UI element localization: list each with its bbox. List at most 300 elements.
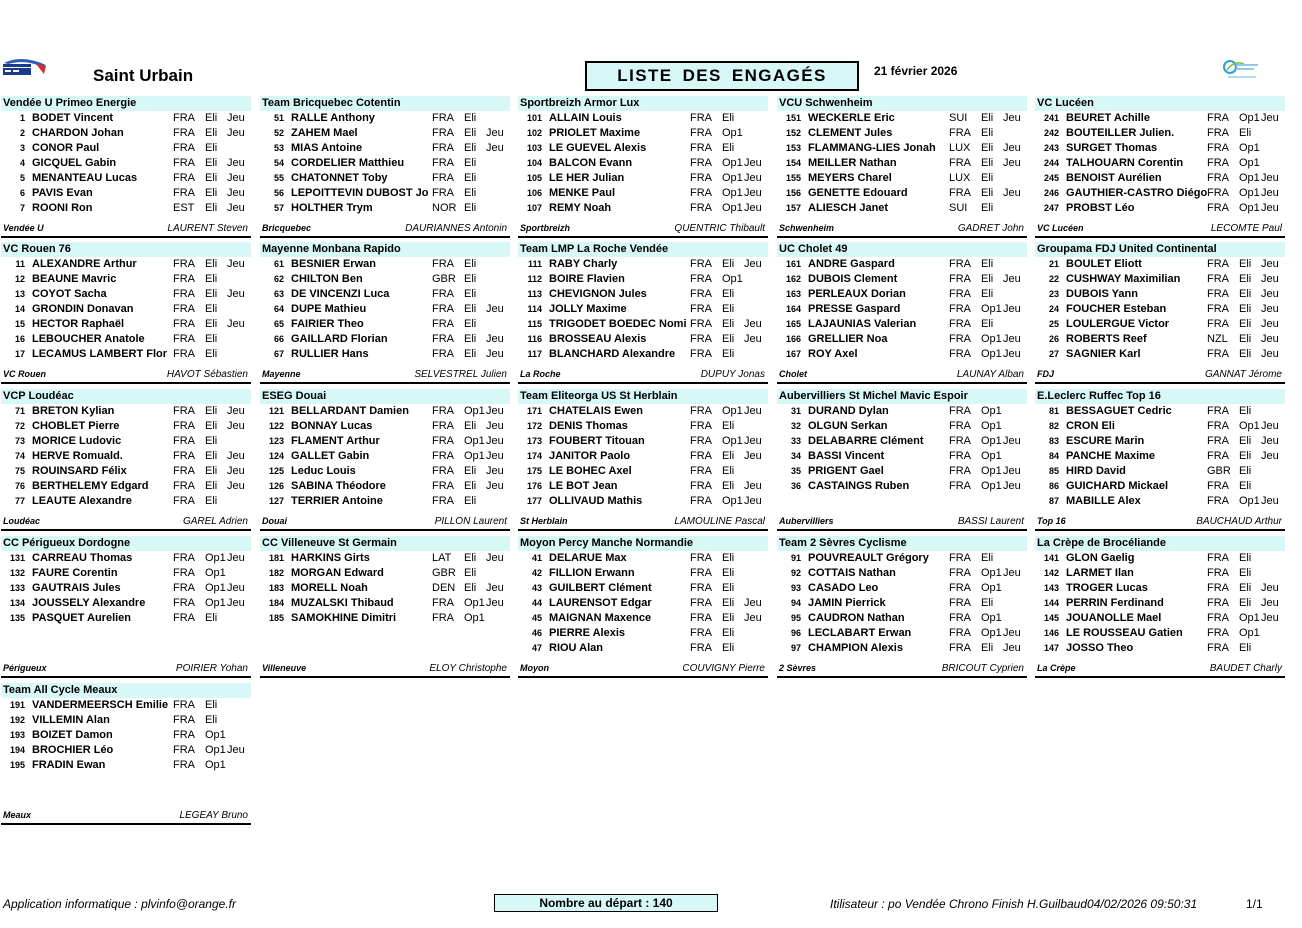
rider-name: GLON Gaelig (1066, 552, 1135, 564)
rider-row (260, 186, 510, 201)
rider-num: 165 (785, 319, 801, 329)
rider-num: 245 (1043, 173, 1059, 183)
team-name: VC Rouen 76 (1, 242, 251, 257)
rider-cat: Eli (981, 172, 994, 184)
rider-name: CARREAU Thomas (32, 552, 133, 564)
rider-row (518, 404, 768, 419)
rider-name: BENOIST Aurélien (1066, 172, 1162, 184)
rider-nat: FRA (173, 127, 195, 139)
rider-cat: Eli (464, 157, 477, 169)
rider-name: FLAMENT Arthur (291, 435, 380, 447)
rider-cat: Eli (722, 333, 735, 345)
team-name: E.Leclerc Ruffec Top 16 (1035, 389, 1285, 404)
rider-row (1, 449, 251, 464)
rider-name: DUPE Mathieu (291, 303, 367, 315)
team-block (777, 389, 1027, 494)
rider-nat: FRA (690, 435, 712, 447)
rider-nat: FRA (690, 627, 712, 639)
team-director: LEGEAY Bruno (179, 810, 248, 821)
rider-num: 147 (1043, 643, 1059, 653)
team-footer (260, 661, 510, 678)
rider-cat: Eli (1239, 405, 1252, 417)
rider-row (1035, 317, 1285, 332)
rider-jeu: Jeu (1003, 273, 1021, 285)
rider-cat: Eli (205, 318, 218, 330)
team-director: DUPUY Jonas (700, 369, 765, 380)
rider-name: PERLEAUX Dorian (808, 288, 906, 300)
rider-nat: FRA (173, 759, 195, 771)
rider-name: BEURET Achille (1066, 112, 1150, 124)
team-name: Vendée U Primeo Energie (1, 96, 251, 111)
rider-cat: Op1 (981, 348, 1002, 360)
rider-nat: FRA (690, 612, 712, 624)
rider-jeu: Jeu (1261, 450, 1279, 462)
rider-name: BOULET Eliott (1066, 258, 1142, 270)
team-footer (1, 221, 251, 238)
rider-jeu: Jeu (1261, 348, 1279, 360)
rider-name: ESCURE Marin (1066, 435, 1145, 447)
rider-cat: Eli (981, 642, 994, 654)
rider-num: 141 (1043, 553, 1059, 563)
rider-row (518, 641, 768, 656)
rider-name: BALCON Evann (549, 157, 633, 169)
rider-jeu: Jeu (1003, 112, 1021, 124)
rider-cat: Op1 (1239, 202, 1260, 214)
rider-nat: FRA (1207, 480, 1229, 492)
team-name: Team Eliteorga US St Herblain (518, 389, 768, 404)
rider-num: 47 (531, 643, 542, 653)
rider-jeu: Jeu (486, 597, 504, 609)
rider-cat: Op1 (981, 303, 1002, 315)
rider-cat: Op1 (464, 435, 485, 447)
team-block (518, 536, 768, 656)
rider-num: 122 (268, 421, 284, 431)
rider-cat: Eli (1239, 348, 1252, 360)
rider-num: 53 (273, 143, 284, 153)
rider-row (1035, 302, 1285, 317)
rider-num: 54 (273, 158, 284, 168)
rider-cat: Eli (981, 552, 994, 564)
team-footer (518, 514, 768, 531)
rider-name: HERVE Romuald. (32, 450, 123, 462)
rider-nat: FRA (690, 450, 712, 462)
rider-nat: GBR (432, 273, 456, 285)
team-director: LAURENT Steven (167, 223, 248, 234)
rider-name: ZAHEM Mael (291, 127, 358, 139)
rider-num: 76 (14, 481, 25, 491)
rider-num: 154 (785, 158, 801, 168)
rider-num: 83 (1048, 436, 1059, 446)
rider-cat: Op1 (464, 450, 485, 462)
rider-cat: Eli (464, 480, 477, 492)
rider-row (1035, 141, 1285, 156)
team-short-name: St Herblain (520, 516, 568, 526)
rider-cat: Eli (1239, 435, 1252, 447)
rider-jeu: Jeu (1261, 582, 1279, 594)
rider-name: HOLTHER Trym (291, 202, 373, 214)
rider-name: CASADO Leo (808, 582, 879, 594)
rider-name: CHOBLET Pierre (32, 420, 120, 432)
rider-nat: FRA (690, 187, 712, 199)
team-short-name: VC Rouen (3, 369, 47, 379)
rider-row (260, 419, 510, 434)
rider-cat: Eli (464, 348, 477, 360)
rider-jeu: Jeu (1261, 597, 1279, 609)
team-director: ELOY Christophe (429, 663, 507, 674)
team-name: CC Villeneuve St Germain (260, 536, 510, 551)
rider-num: 22 (1048, 274, 1059, 284)
rider-num: 153 (785, 143, 801, 153)
rider-name: MEILLER Nathan (808, 157, 897, 169)
rider-row (260, 449, 510, 464)
rider-cat: Op1 (205, 567, 226, 579)
team-director: PILLON Laurent (434, 516, 507, 527)
rider-nat: FRA (1207, 405, 1229, 417)
rider-num: 171 (526, 406, 542, 416)
rider-name: Leduc Louis (291, 465, 356, 477)
rider-num: 162 (785, 274, 801, 284)
rider-row (1, 302, 251, 317)
rider-jeu: Jeu (744, 157, 762, 169)
rider-num: 184 (268, 598, 284, 608)
rider-row (1, 332, 251, 347)
rider-nat: DEN (432, 582, 456, 594)
rider-cat: Op1 (1239, 420, 1260, 432)
rider-nat: FRA (1207, 258, 1229, 270)
rider-name: BRETON Kylian (32, 405, 115, 417)
user-info: Itilisateur : po Vendée Chrono Finish H.Guilbaud04/02/2026 09:50:31 (830, 897, 1198, 911)
rider-row (260, 611, 510, 626)
rider-name: FILLION Erwann (549, 567, 635, 579)
team-short-name: Bricquebec (262, 223, 312, 233)
rider-nat: FRA (949, 405, 971, 417)
rider-nat: FRA (949, 582, 971, 594)
team-block (1035, 536, 1285, 656)
team-director: LECOMTE Paul (1210, 223, 1282, 234)
rider-num: 25 (1048, 319, 1059, 329)
team-footer (777, 367, 1027, 384)
team-block (1035, 242, 1285, 362)
rider-row (777, 611, 1027, 626)
rider-jeu: Jeu (486, 480, 504, 492)
rider-cat: Eli (722, 258, 735, 270)
team-short-name: La Roche (520, 369, 561, 379)
rider-row (1035, 479, 1285, 494)
rider-row (260, 551, 510, 566)
rider-name: CORDELIER Matthieu (291, 157, 405, 169)
rider-nat: FRA (1207, 612, 1229, 624)
rider-num: 163 (785, 289, 801, 299)
rider-num: 146 (1043, 628, 1059, 638)
rider-num: 193 (9, 730, 25, 740)
rider-name: GRONDIN Donavan (32, 303, 134, 315)
rider-nat: FRA (949, 552, 971, 564)
rider-row (518, 156, 768, 171)
rider-row (1, 698, 251, 713)
rider-jeu: Jeu (1003, 567, 1021, 579)
rider-num: 161 (785, 259, 801, 269)
team-director: LAUNAY Alban (956, 369, 1024, 380)
team-block (1, 96, 251, 216)
rider-cat: Eli (205, 288, 218, 300)
rider-cat: Eli (981, 258, 994, 270)
rider-row (1035, 566, 1285, 581)
rider-name: TALHOUARN Corentin (1066, 157, 1184, 169)
rider-nat: FRA (173, 187, 195, 199)
rider-name: FOUCHER Esteban (1066, 303, 1167, 315)
rider-name: PROBST Léo (1066, 202, 1135, 214)
rider-num: 73 (14, 436, 25, 446)
rider-nat: FRA (949, 465, 971, 477)
rider-name: HARKINS Girts (291, 552, 370, 564)
rider-cat: Eli (464, 420, 477, 432)
rider-cat: Eli (722, 627, 735, 639)
team-footer (1035, 514, 1285, 531)
rider-name: DE VINCENZI Luca (291, 288, 390, 300)
rider-num: 33 (790, 436, 801, 446)
rider-name: CHATONNET Toby (291, 172, 388, 184)
rider-name: OLGUN Serkan (808, 420, 888, 432)
rider-jeu: Jeu (744, 450, 762, 462)
rider-name: PRESSE Gaspard (808, 303, 901, 315)
rider-jeu: Jeu (1261, 612, 1279, 624)
rider-row (777, 201, 1027, 216)
rider-num: 126 (268, 481, 284, 491)
team-director: BAUDET Charly (1209, 663, 1282, 674)
rider-nat: FRA (690, 642, 712, 654)
rider-cat: Eli (1239, 597, 1252, 609)
rider-cat: Eli (981, 142, 994, 154)
rider-name: GENETTE Edouard (808, 187, 908, 199)
rider-row (1035, 347, 1285, 362)
rider-nat: FRA (690, 567, 712, 579)
rider-row (777, 626, 1027, 641)
rider-name: CHAMPION Alexis (808, 642, 903, 654)
rider-jeu: Jeu (1261, 187, 1279, 199)
rider-row (777, 126, 1027, 141)
rider-nat: FRA (1207, 273, 1229, 285)
team-footer (260, 367, 510, 384)
team-name: La Crèpe de Brocéliande (1035, 536, 1285, 551)
rider-jeu: Jeu (227, 480, 245, 492)
rider-nat: FRA (173, 303, 195, 315)
rider-cat: Eli (722, 465, 735, 477)
team-footer (1, 808, 251, 825)
rider-name: JAMIN Pierrick (808, 597, 886, 609)
rider-jeu: Jeu (486, 465, 504, 477)
rider-jeu: Jeu (227, 420, 245, 432)
rider-name: JOUSSELY Alexandre (32, 597, 146, 609)
rider-row (1035, 464, 1285, 479)
rider-row (1035, 156, 1285, 171)
team-block (260, 389, 510, 509)
rider-jeu: Jeu (227, 450, 245, 462)
team-short-name: Sportbreizh (520, 223, 571, 233)
rider-num: 176 (526, 481, 542, 491)
rider-row (777, 302, 1027, 317)
rider-name: GAUTHIER-CASTRO Diégo (1066, 187, 1207, 199)
rider-nat: FRA (690, 480, 712, 492)
team-name: Moyon Percy Manche Normandie (518, 536, 768, 551)
rider-num: 244 (1043, 158, 1059, 168)
rider-cat: Eli (464, 465, 477, 477)
rider-jeu: Jeu (1261, 303, 1279, 315)
team-short-name: Loudéac (3, 516, 41, 526)
rider-row (777, 449, 1027, 464)
rider-name: BODET Vincent (32, 112, 114, 124)
rider-row (1, 186, 251, 201)
team-director: GADRET John (957, 223, 1024, 234)
rider-cat: Op1 (1239, 612, 1260, 624)
team-name: Team LMP La Roche Vendée (518, 242, 768, 257)
rider-jeu: Jeu (1003, 187, 1021, 199)
team-footer (518, 661, 768, 678)
rider-cat: Eli (722, 288, 735, 300)
rider-cat: Eli (722, 420, 735, 432)
rider-nat: FRA (173, 405, 195, 417)
rider-cat: Op1 (722, 435, 743, 447)
rider-cat: Eli (205, 495, 218, 507)
rider-name: GRELLIER Noa (808, 333, 888, 345)
rider-cat: Eli (722, 303, 735, 315)
rider-nat: FRA (1207, 142, 1229, 154)
rider-nat: FRA (432, 112, 454, 124)
rider-nat: FRA (949, 318, 971, 330)
rider-num: 44 (531, 598, 542, 608)
team-block (518, 96, 768, 216)
rider-name: ROY Axel (808, 348, 858, 360)
team-footer (1035, 661, 1285, 678)
rider-cat: Eli (464, 333, 477, 345)
rider-nat: FRA (173, 597, 195, 609)
rider-name: LECAMUS LAMBERT Flor (32, 348, 168, 360)
rider-num: 145 (1043, 613, 1059, 623)
rider-row (1035, 551, 1285, 566)
rider-cat: Eli (981, 288, 994, 300)
rider-row (777, 347, 1027, 362)
rider-nat: FRA (1207, 127, 1229, 139)
rider-cat: Eli (981, 273, 994, 285)
rider-cat: Eli (1239, 552, 1252, 564)
rider-nat: FRA (690, 288, 712, 300)
rider-num: 91 (790, 553, 801, 563)
rider-nat: FRA (690, 405, 712, 417)
rider-jeu: Jeu (227, 127, 245, 139)
rider-name: JOLLY Maxime (549, 303, 627, 315)
rider-num: 177 (526, 496, 542, 506)
rider-num: 182 (268, 568, 284, 578)
rider-nat: FRA (690, 112, 712, 124)
team-footer (518, 221, 768, 238)
rider-name: BESSAGUET Cedric (1066, 405, 1172, 417)
rider-num: 15 (14, 319, 25, 329)
rider-jeu: Jeu (744, 318, 762, 330)
rider-row (1, 141, 251, 156)
rider-name: ALIESCH Janet (808, 202, 889, 214)
team-short-name: Vendée U (3, 223, 44, 233)
rider-num: 123 (268, 436, 284, 446)
team-short-name: Cholet (779, 369, 807, 379)
rider-nat: FRA (949, 450, 971, 462)
rider-row (1035, 287, 1285, 302)
rider-nat: FRA (173, 744, 195, 756)
club-logo-icon (1222, 58, 1262, 84)
rider-jeu: Jeu (1003, 157, 1021, 169)
rider-num: 152 (785, 128, 801, 138)
rider-nat: FRA (173, 172, 195, 184)
rider-num: 67 (273, 349, 284, 359)
rider-cat: Eli (722, 612, 735, 624)
rider-name: OLLIVAUD Mathis (549, 495, 643, 507)
rider-cat: Eli (205, 435, 218, 447)
rider-cat: Op1 (981, 405, 1002, 417)
rider-nat: NOR (432, 202, 457, 214)
rider-name: MORELL Noah (291, 582, 368, 594)
rider-num: 143 (1043, 583, 1059, 593)
rider-jeu: Jeu (227, 318, 245, 330)
rider-row (1035, 171, 1285, 186)
rider-row (1, 272, 251, 287)
rider-cat: Eli (722, 112, 735, 124)
rider-nat: FRA (690, 142, 712, 154)
team-footer (260, 514, 510, 531)
rider-num: 62 (273, 274, 284, 284)
rider-cat: Eli (205, 348, 218, 360)
rider-num: 115 (527, 319, 542, 329)
rider-cat: Op1 (981, 420, 1002, 432)
rider-nat: FRA (690, 582, 712, 594)
rider-cat: Eli (722, 318, 735, 330)
rider-row (260, 479, 510, 494)
team-short-name: Schwenheim (779, 223, 835, 233)
rider-row (1, 479, 251, 494)
rider-jeu: Jeu (1003, 333, 1021, 345)
rider-cat: Eli (205, 258, 218, 270)
rider-row (1035, 201, 1285, 216)
rider-num: 185 (268, 613, 284, 623)
rider-row (777, 464, 1027, 479)
rider-name: WECKERLE Eric (808, 112, 895, 124)
rider-num: 101 (526, 113, 542, 123)
rider-num: 34 (790, 451, 801, 461)
rider-cat: Eli (205, 172, 218, 184)
rider-jeu: Jeu (1261, 318, 1279, 330)
rider-nat: FRA (949, 348, 971, 360)
team-short-name: Meaux (3, 810, 32, 820)
rider-cat: Op1 (1239, 495, 1260, 507)
rider-row (260, 464, 510, 479)
team-block (1035, 389, 1285, 509)
rider-num: 92 (790, 568, 801, 578)
rider-nat: FRA (173, 480, 195, 492)
rider-row (518, 347, 768, 362)
rider-num: 121 (268, 406, 284, 416)
rider-num: 181 (268, 553, 284, 563)
rider-cat: Eli (205, 333, 218, 345)
rider-row (777, 551, 1027, 566)
rider-jeu: Jeu (486, 142, 504, 154)
rider-row (1035, 272, 1285, 287)
rider-cat: Op1 (205, 552, 226, 564)
rider-row (1035, 111, 1285, 126)
rider-cat: Eli (1239, 273, 1252, 285)
rider-num: 63 (273, 289, 284, 299)
rider-row (260, 272, 510, 287)
rider-num: 246 (1043, 188, 1059, 198)
rider-name: PIERRE Alexis (549, 627, 626, 639)
team-director: SELVESTREL Julien (414, 369, 507, 380)
rider-row (260, 111, 510, 126)
